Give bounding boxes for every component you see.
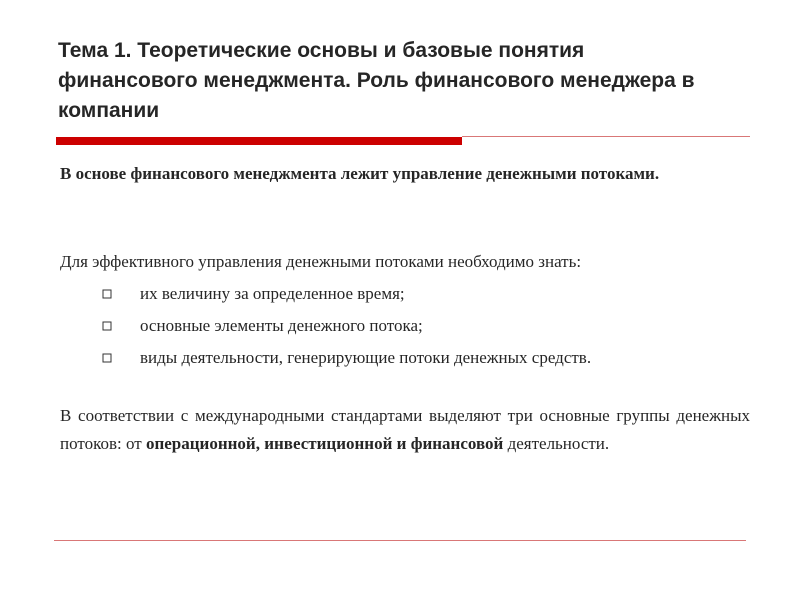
hollow-square-icon: [102, 289, 112, 299]
hollow-square-icon: [102, 353, 112, 363]
intro-text: Для эффективного управления денежными потоками необходимо знать:: [60, 252, 582, 271]
conclusion-paragraph: [60, 402, 750, 458]
bullet-item: [60, 346, 750, 378]
slide-title: Тема 1. Теоретические основы и базовые понятия финансового менеджмента. Роль финансового менеджера в компании: [58, 39, 695, 122]
lead-statement: В основе финансового менеджмента лежит управление денежными потоками.: [60, 164, 660, 183]
footer-divider-line: [54, 540, 746, 541]
bullet-item: [60, 314, 750, 346]
bullet-text: основные элементы денежного потока;: [140, 316, 423, 335]
bullet-text: их величину за определенное время;: [140, 284, 405, 303]
title-accent-bar: [56, 137, 462, 145]
bullet-text: виды деятельности, генерирующие потоки денежных средств.: [140, 348, 592, 367]
hollow-square-icon: [102, 321, 112, 331]
title-divider-line: [462, 136, 750, 137]
conclusion-text-start: В соответствии с международными стандартами выделяют три основные группы денежных потоков: от: [60, 406, 750, 453]
bullet-list: [60, 282, 750, 378]
bullet-item: [60, 282, 750, 314]
conclusion-emphasis: операционной, инвестиционной и финансовой: [145, 434, 504, 453]
conclusion-text-end: деятельности.: [503, 434, 610, 453]
